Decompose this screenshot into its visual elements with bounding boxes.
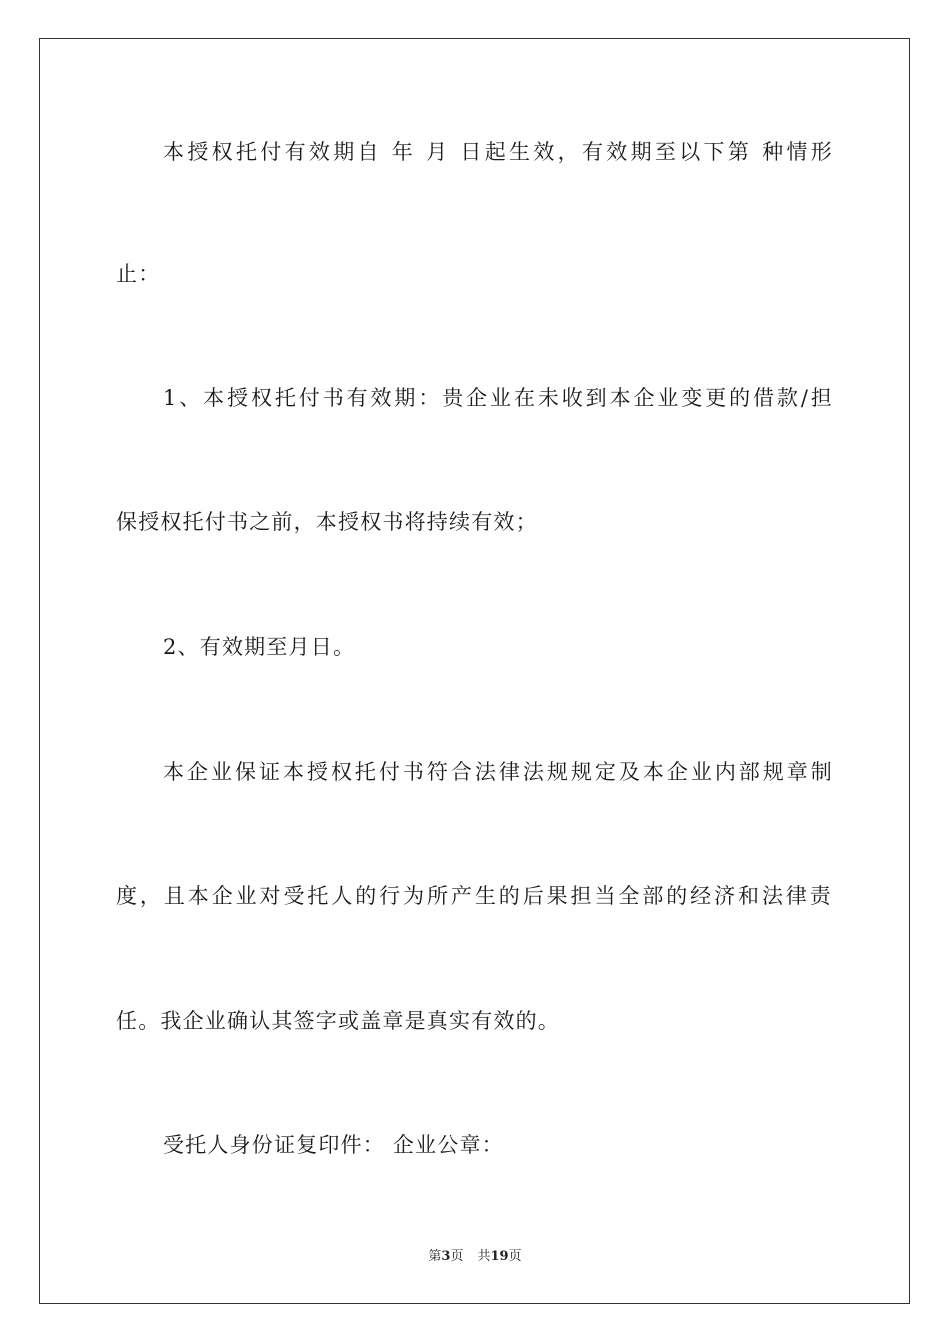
paragraph-item-1-line-2: 保授权托付书之前，本授权书将持续有效；: [116, 510, 538, 534]
paragraph-validity-line-1: 本授权托付有效期自 年 月 日起生效，有效期至以下第 种情形: [163, 140, 833, 164]
page-suffix: 页: [450, 1249, 464, 1264]
paragraph-item-2: 2、有效期至月日。: [163, 635, 356, 659]
page-number: 3: [441, 1249, 451, 1264]
paragraph-validity-line-2: 止：: [116, 262, 161, 286]
paragraph-guarantee-line-3: 任。我企业确认其签字或盖章是真实有效的。: [116, 1009, 560, 1033]
total-prefix: 共: [477, 1249, 491, 1264]
total-suffix: 页: [508, 1249, 522, 1264]
paragraph-guarantee-line-2: 度，且本企业对受托人的行为所产生的后果担当全部的经济和法律责: [116, 884, 832, 908]
page-border: [39, 38, 910, 1304]
page-prefix: 第: [428, 1249, 442, 1264]
paragraph-item-1-line-1: 1、本授权托付书有效期：贵企业在未收到本企业变更的借款/担: [163, 386, 833, 410]
paragraph-guarantee-line-1: 本企业保证本授权托付书符合法律法规规定及本企业内部规章制: [163, 760, 833, 784]
total-pages: 19: [490, 1249, 509, 1264]
page-footer: [0, 1248, 950, 1266]
signature-fields-line: 受托人身份证复印件： 企业公章：: [163, 1133, 504, 1157]
